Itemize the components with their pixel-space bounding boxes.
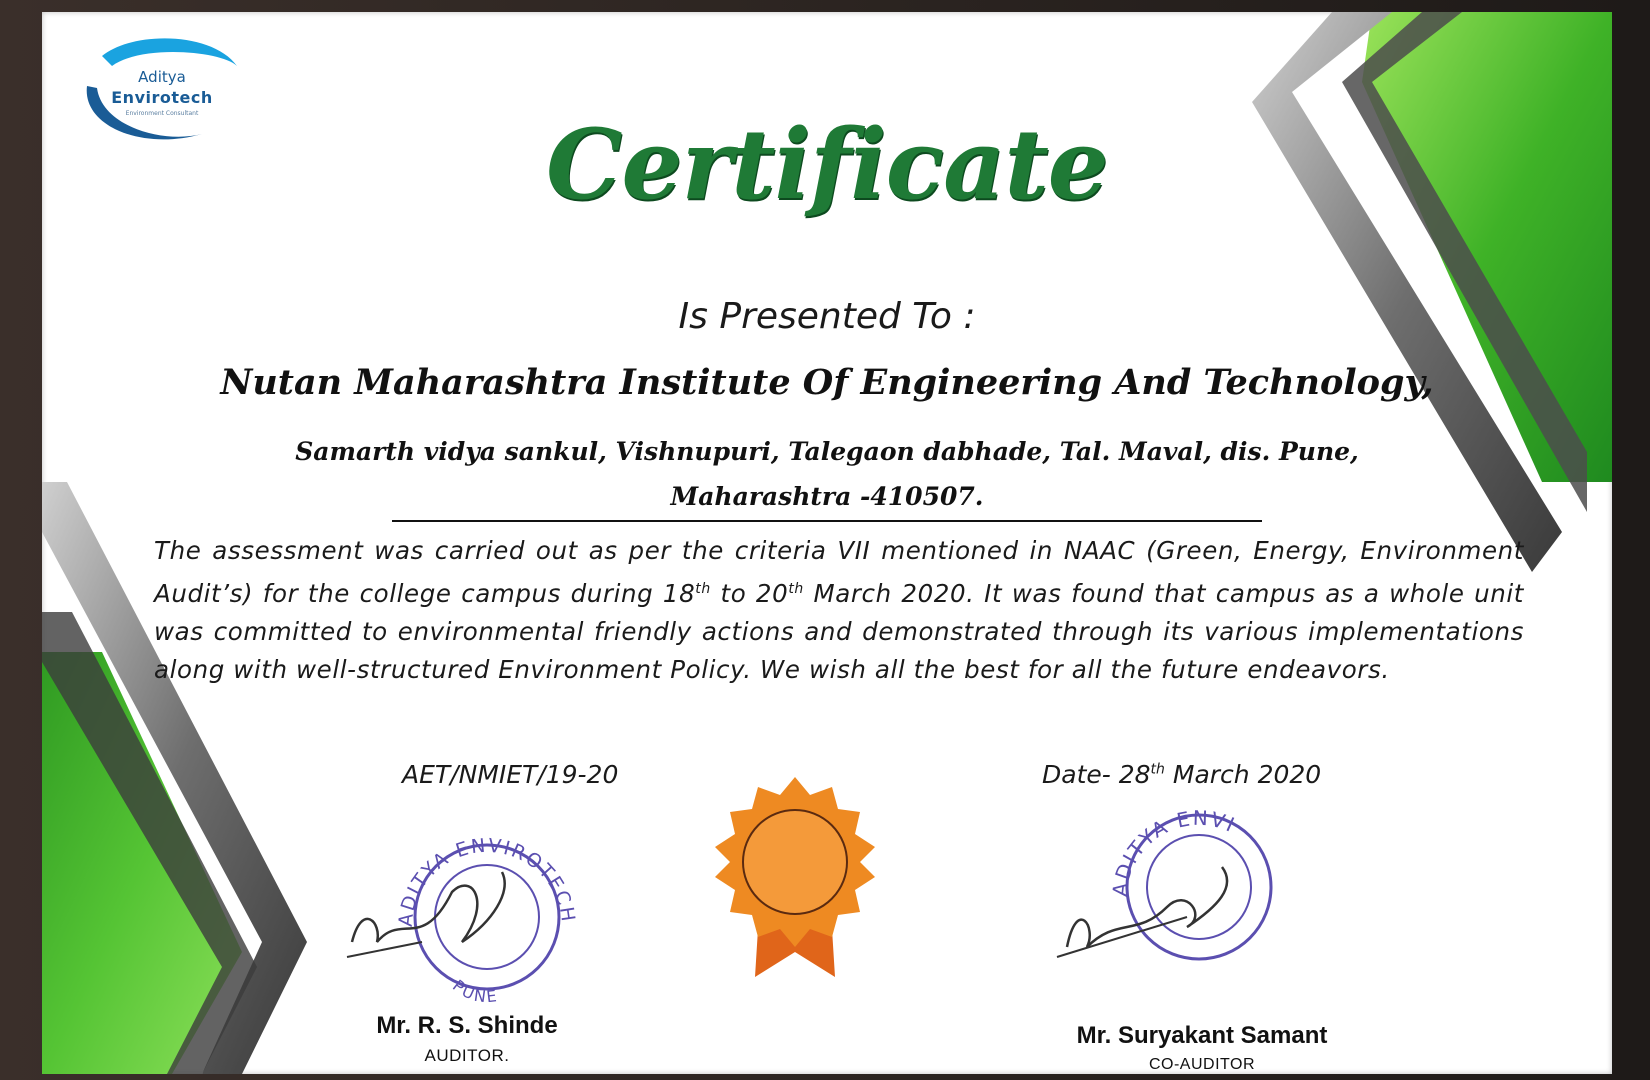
body-part-3: March 2020. It was found that campus as a whole unit was committed to environmental friendly actions and demonstrated through its various implementations along with well-structured Environment Policy. We wish all the best for all the future endeavors. [154, 579, 1525, 685]
auditor-name: Mr. R. S. Shinde [376, 1012, 558, 1039]
coauditor-name: Mr. Suryakant Samant [1076, 1022, 1328, 1049]
date-prefix: Date- 28 [1042, 760, 1151, 789]
logo-line-3: Environment Consultant [125, 110, 199, 117]
body-part-1: The assessment was carried out as per the criteria VII mentioned in NAAC (Green, Energy, Environment Audit’s) for the college campus during 18 [154, 536, 1524, 609]
left-stamp-bottom-text: PUNE [448, 975, 500, 1002]
issue-date [1042, 760, 1321, 789]
body-sup-1: th [695, 581, 711, 597]
svg-text:ADITYA ENVI [1108, 807, 1240, 898]
left-stamp-top-text: ADITYA ENVIROTECH [394, 834, 580, 928]
coauditor-role: CO-AUDITOR [1148, 1056, 1256, 1073]
auditor-stamp-icon [342, 832, 602, 1002]
presented-to-heading: Is Presented To : [678, 296, 976, 337]
coauditor-stamp-icon [1047, 807, 1307, 977]
svg-text:PUNE [449, 976, 500, 1002]
date-suffix: March 2020 [1164, 760, 1322, 789]
date-sup: th [1150, 761, 1165, 778]
certificate-body [154, 532, 1524, 689]
logo-line-1: Aditya [138, 68, 186, 86]
body-sup-2: th [788, 581, 804, 597]
reference-number: AET/NMIET/19-20 [402, 760, 619, 789]
svg-text:ADITYA ENVIROTECH [395, 835, 579, 928]
recipient-address-line-1: Samarth vidya sankul, Vishnupuri, Talegaon dabhade, Tal. Maval, dis. Pune, [295, 437, 1359, 466]
certificate-title: Certificate [546, 108, 1108, 221]
logo-line-2: Envirotech [111, 88, 213, 107]
underline-rule [392, 520, 1262, 522]
certificate-paper [42, 12, 1612, 1074]
right-stamp-top-text: ADITYA ENVI [1107, 807, 1240, 898]
recipient-address-line-2: Maharashtra -410507. [670, 482, 984, 511]
rosette-seal-icon [710, 777, 880, 977]
recipient-name: Nutan Maharashtra Institute Of Engineering And Technology, [220, 362, 1434, 403]
auditor-role: AUDITOR. [424, 1046, 510, 1065]
body-part-2: to 20 [710, 579, 789, 609]
